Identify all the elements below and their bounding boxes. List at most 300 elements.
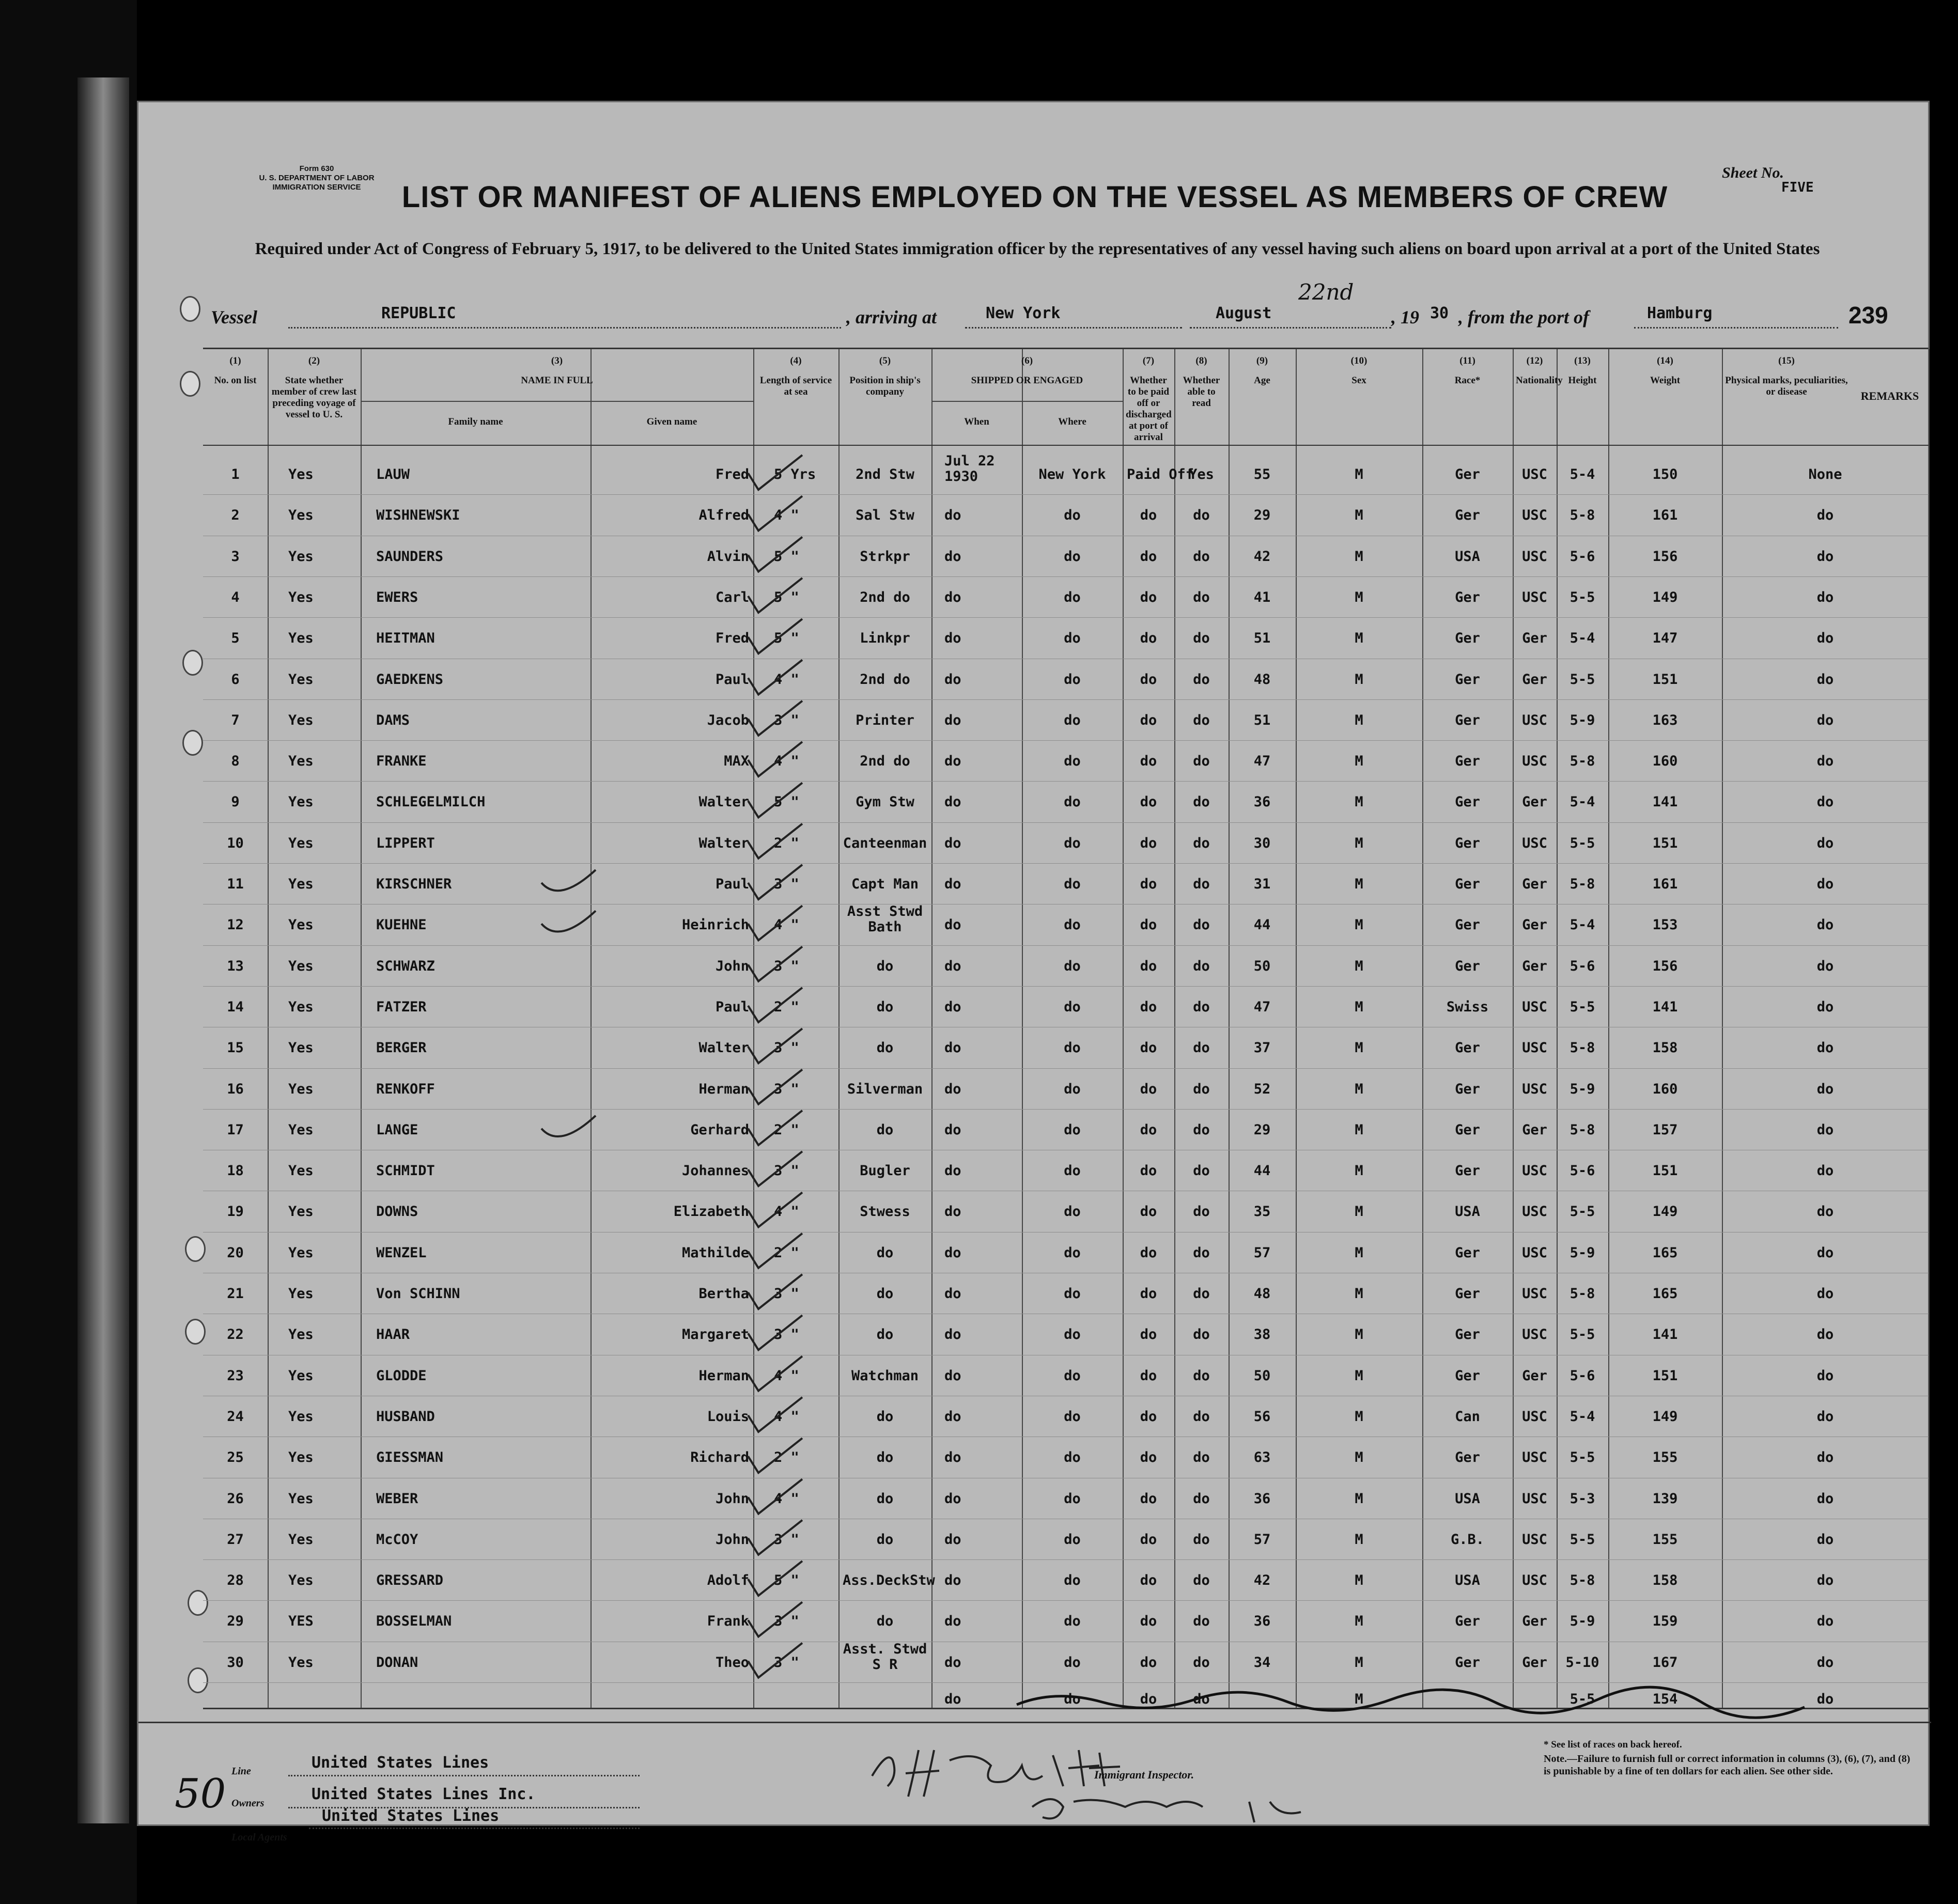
cell-nat: USC xyxy=(1522,1490,1547,1507)
column-divider xyxy=(1123,349,1124,1708)
cell-no: 16 xyxy=(227,1081,244,1097)
cell-age: 51 xyxy=(1253,630,1271,647)
cell-crew: Yes xyxy=(288,630,314,647)
cell-service: 3 " xyxy=(774,1040,799,1056)
cell-crew: Yes xyxy=(288,753,314,770)
cell-position: Sal Stw xyxy=(856,507,914,524)
cell-given: John xyxy=(715,1531,749,1548)
cell-age: 48 xyxy=(1253,671,1271,688)
column-header: Physical marks, peculiarities, or disease xyxy=(1725,375,1848,397)
cell-position: do xyxy=(876,1449,894,1466)
cell-service: 3 " xyxy=(774,1613,799,1630)
cell-height: 5-8 xyxy=(1569,1286,1595,1302)
cell-crew: Yes xyxy=(288,1490,314,1507)
cell-position: Stwess xyxy=(860,1204,910,1220)
cell-paid: do xyxy=(1140,1204,1157,1220)
cell-service: 3 " xyxy=(774,1081,799,1097)
cell-crew: Yes xyxy=(288,1367,314,1384)
cell-marks: do xyxy=(1816,1367,1834,1384)
cell-family: FRANKE xyxy=(376,753,427,770)
punch-hole xyxy=(182,650,203,676)
cell-given: Walter xyxy=(698,1040,749,1056)
cell-service: 2 " xyxy=(774,1121,799,1138)
service-name: IMMIGRATION SERVICE xyxy=(272,183,361,192)
cell-age: 50 xyxy=(1253,958,1271,974)
cell-age: 36 xyxy=(1253,794,1271,810)
cell-paid: do xyxy=(1140,1613,1157,1630)
column-header: SHIPPED OR ENGAGED xyxy=(971,375,1083,386)
cell-where: do xyxy=(1064,1408,1081,1425)
cell-where: do xyxy=(1064,630,1081,647)
column-header: NAME IN FULL xyxy=(521,375,593,386)
cell-height: 5-6 xyxy=(1569,958,1595,974)
cell-nat: USC xyxy=(1522,835,1547,851)
cell-where: do xyxy=(1064,876,1081,892)
cell-family: LIPPERT xyxy=(376,835,435,851)
cell-height: 5-8 xyxy=(1569,1040,1595,1056)
cell-race: Ger xyxy=(1455,1326,1480,1343)
cell-nat: Ger xyxy=(1522,1367,1547,1384)
cell-read: do xyxy=(1193,876,1210,892)
cell-no: 22 xyxy=(227,1326,244,1343)
cell-marks: do xyxy=(1816,917,1834,933)
cell-age: 36 xyxy=(1253,1613,1271,1630)
cell-nat: USC xyxy=(1522,466,1547,482)
cell-marks: do xyxy=(1816,835,1834,851)
cell-read: do xyxy=(1193,507,1210,524)
cell-read: do xyxy=(1193,1408,1210,1425)
arriving-label: , arriving at xyxy=(846,307,937,327)
cell-given: Gerhard xyxy=(690,1121,749,1138)
cell-crew: Yes xyxy=(288,876,314,892)
cell-no: 6 xyxy=(231,671,240,688)
column-number: (7) xyxy=(1142,355,1155,366)
cell-sex: M xyxy=(1355,1204,1363,1220)
cell-nat: USC xyxy=(1522,1040,1547,1056)
department-name: U. S. DEPARTMENT OF LABOR xyxy=(259,174,375,182)
cell-family: FATZER xyxy=(376,998,427,1015)
cell-service: 3 " xyxy=(774,958,799,974)
cell-nat: USC xyxy=(1522,998,1547,1015)
cell-given: Paul xyxy=(715,876,749,892)
column-number: (10) xyxy=(1350,355,1368,366)
cell-marks: None xyxy=(1808,466,1842,482)
cell-paid: do xyxy=(1140,753,1157,770)
cell-position: do xyxy=(876,1286,894,1302)
cell-race: USA xyxy=(1455,1490,1480,1507)
cell-family: GAEDKENS xyxy=(376,671,444,688)
row-rule xyxy=(203,986,1929,987)
cell-read: do xyxy=(1193,671,1210,688)
cell-family: HUSBAND xyxy=(376,1408,435,1425)
cell-weight: 167 xyxy=(1652,1654,1678,1671)
cell-given: Fred xyxy=(715,466,749,482)
cell-sex: M xyxy=(1355,548,1363,565)
cell-when: do xyxy=(944,1490,961,1507)
cell-family: BOSSELMAN xyxy=(376,1613,452,1630)
cell-crew: Yes xyxy=(288,1163,314,1179)
row-rule xyxy=(203,863,1929,864)
departure-port: Hamburg xyxy=(1647,304,1713,322)
cell-read: do xyxy=(1193,917,1210,933)
cell-when: do xyxy=(944,507,961,524)
cell-weight: 141 xyxy=(1652,1326,1678,1343)
cell-age: 63 xyxy=(1253,1449,1271,1466)
cell-age: 41 xyxy=(1253,589,1271,605)
cell-given: Richard xyxy=(690,1449,749,1466)
cell-family: LANGE xyxy=(376,1121,418,1138)
cell-when: do xyxy=(944,876,961,892)
row-rule xyxy=(203,740,1929,741)
cell-age: 44 xyxy=(1253,917,1271,933)
cell-when: do xyxy=(944,1449,961,1466)
cell-where: do xyxy=(1064,1204,1081,1220)
cell-race: Ger xyxy=(1455,671,1480,688)
vessel-line xyxy=(211,279,1838,337)
cell-where: do xyxy=(1064,1081,1081,1097)
row-rule xyxy=(203,945,1929,946)
cell-no: 18 xyxy=(227,1163,244,1179)
cell-nat: USC xyxy=(1522,1163,1547,1179)
cell-where: do xyxy=(1064,1244,1081,1261)
cell-given: Walter xyxy=(698,835,749,851)
column-header: Race* xyxy=(1454,375,1481,386)
cell-height: 5-4 xyxy=(1569,917,1595,933)
cell-nat: USC xyxy=(1522,1081,1547,1097)
cell-sex: M xyxy=(1355,1121,1363,1138)
cell-where: do xyxy=(1064,1163,1081,1179)
cell-service: 2 " xyxy=(774,835,799,851)
cell-race: G.B. xyxy=(1450,1531,1485,1548)
page-number: 239 xyxy=(1848,302,1888,329)
cell-paid: do xyxy=(1140,876,1157,892)
cell-crew: Yes xyxy=(288,1081,314,1097)
cell-nat: USC xyxy=(1522,712,1547,728)
column-divider xyxy=(1929,349,1930,1708)
cell-sex: M xyxy=(1355,1040,1363,1056)
cell-crew: Yes xyxy=(288,1531,314,1548)
page-title: LIST OR MANIFEST OF ALIENS EMPLOYED ON THE VESSEL AS MEMBERS OF CREW xyxy=(401,180,1668,214)
cell-marks: do xyxy=(1816,1613,1834,1630)
cell-read: do xyxy=(1193,998,1210,1015)
cell-paid: do xyxy=(1140,1572,1157,1589)
cell-height: 5-5 xyxy=(1569,998,1595,1015)
cell-when: do xyxy=(944,1408,961,1425)
cell-read: do xyxy=(1193,958,1210,974)
races-note: * See list of races on back hereof. xyxy=(1544,1739,1682,1750)
cell-no: 12 xyxy=(227,917,244,933)
cell-when: do xyxy=(944,1286,961,1302)
cell-height: 5-8 xyxy=(1569,1572,1595,1589)
column-header: Whether to be paid off or discharged at port of arrival xyxy=(1126,375,1172,443)
cell-race: Ger xyxy=(1455,712,1480,728)
cell-height: 5-6 xyxy=(1569,1163,1595,1179)
cell-where: do xyxy=(1064,507,1081,524)
cell-marks: do xyxy=(1816,1286,1834,1302)
cell-sex: M xyxy=(1355,1081,1363,1097)
cell-position: do xyxy=(876,1326,894,1343)
cell-family: SAUNDERS xyxy=(376,548,444,565)
cell-position: Canteenman xyxy=(843,835,927,851)
cell-no: 20 xyxy=(227,1244,244,1261)
cell-no: 19 xyxy=(227,1204,244,1220)
cell-height: 5-6 xyxy=(1569,1367,1595,1384)
cell-service: 4 " xyxy=(774,1408,799,1425)
cell-when: do xyxy=(944,712,961,728)
cell-age: 56 xyxy=(1253,1408,1271,1425)
column-header: Sex xyxy=(1351,375,1366,386)
cell-race: Swiss xyxy=(1446,998,1489,1015)
cell-nat: Ger xyxy=(1522,958,1547,974)
column-divider xyxy=(361,349,362,1708)
row-rule xyxy=(203,494,1929,495)
cell-no: 9 xyxy=(231,794,240,810)
cell-marks: do xyxy=(1816,753,1834,770)
column-number: (1) xyxy=(229,355,241,366)
cell-given: John xyxy=(715,958,749,974)
cell-marks: do xyxy=(1816,671,1834,688)
cell-weight: 156 xyxy=(1652,958,1678,974)
cell-nat: Ger xyxy=(1522,630,1547,647)
cell-when: Jul 22 1930 xyxy=(944,453,995,485)
cell-position: Ass.DeckStw xyxy=(843,1572,935,1589)
cell-paid: do xyxy=(1140,1081,1157,1097)
cell-given: Heinrich xyxy=(681,917,749,933)
cell-sex: M xyxy=(1355,712,1363,728)
cell-race: Ger xyxy=(1455,1081,1480,1097)
cell-where: do xyxy=(1064,958,1081,974)
cell-read: do xyxy=(1193,1121,1210,1138)
cell-when: do xyxy=(944,589,961,605)
row-rule xyxy=(203,576,1929,577)
cell-race: Ger xyxy=(1455,1040,1480,1056)
cell-read: do xyxy=(1193,1081,1210,1097)
cell-age: 50 xyxy=(1253,1367,1271,1384)
cell-given: Fred xyxy=(715,630,749,647)
column-header: REMARKS xyxy=(1860,389,1919,402)
cell-where: do xyxy=(1064,1572,1081,1589)
cell-crew: Yes xyxy=(288,1449,314,1466)
cell-race: Can xyxy=(1455,1408,1480,1425)
cell-age: 34 xyxy=(1253,1654,1271,1671)
cell-paid: do xyxy=(1140,1531,1157,1548)
cell-when: do xyxy=(944,671,961,688)
cell-sex: M xyxy=(1355,1326,1363,1343)
cell-height: 5-4 xyxy=(1569,794,1595,810)
cell-weight: 153 xyxy=(1652,917,1678,933)
column-divider xyxy=(1513,349,1514,1708)
struck-cell-marks: do xyxy=(1816,1691,1834,1707)
column-subheader: Given name xyxy=(646,416,697,427)
cell-read: do xyxy=(1193,835,1210,851)
arrival-port: New York xyxy=(986,304,1061,322)
cell-where: do xyxy=(1064,998,1081,1015)
cell-crew: Yes xyxy=(288,589,314,605)
sheet-number-label: Sheet No. xyxy=(1722,164,1784,181)
cell-age: 29 xyxy=(1253,1121,1271,1138)
punch-hole xyxy=(185,1236,206,1262)
cell-paid: do xyxy=(1140,794,1157,810)
cell-race: Ger xyxy=(1455,753,1480,770)
cell-nat: USC xyxy=(1522,1408,1547,1425)
cell-where: New York xyxy=(1038,466,1106,482)
cell-nat: USC xyxy=(1522,1204,1547,1220)
cell-service: 5 " xyxy=(774,548,799,565)
cell-family: SCHMIDT xyxy=(376,1163,435,1179)
cell-race: Ger xyxy=(1455,630,1480,647)
cell-position: Gym Stw xyxy=(856,794,914,810)
column-divider xyxy=(1557,349,1558,1708)
cell-crew: Yes xyxy=(288,1040,314,1056)
cell-position: do xyxy=(876,1531,894,1548)
cell-height: 5-10 xyxy=(1565,1654,1599,1671)
cell-family: KUEHNE xyxy=(376,917,427,933)
cell-race: Ger xyxy=(1455,1244,1480,1261)
cell-when: do xyxy=(944,630,961,647)
cell-weight: 151 xyxy=(1652,1163,1678,1179)
cell-age: 37 xyxy=(1253,1040,1271,1056)
cell-when: do xyxy=(944,548,961,565)
cell-no: 30 xyxy=(227,1654,244,1671)
cell-when: do xyxy=(944,1244,961,1261)
cell-crew: Yes xyxy=(288,712,314,728)
header-rule xyxy=(203,445,1929,446)
column-subheader: When xyxy=(964,416,989,427)
cell-where: do xyxy=(1064,1531,1081,1548)
cell-family: WISHNEWSKI xyxy=(376,507,460,524)
cell-race: Ger xyxy=(1455,876,1480,892)
cell-family: BERGER xyxy=(376,1040,427,1056)
cell-marks: do xyxy=(1816,1163,1834,1179)
row-rule xyxy=(203,822,1929,823)
cell-sex: M xyxy=(1355,835,1363,851)
cell-no: 21 xyxy=(227,1286,244,1302)
cell-marks: do xyxy=(1816,507,1834,524)
cell-when: do xyxy=(944,917,961,933)
cell-marks: do xyxy=(1816,1408,1834,1425)
cell-service: 4 " xyxy=(774,507,799,524)
cell-read: do xyxy=(1193,589,1210,605)
cell-height: 5-4 xyxy=(1569,466,1595,482)
struck-cell-weight: 154 xyxy=(1652,1691,1678,1707)
cell-read: do xyxy=(1193,1326,1210,1343)
cell-crew: Yes xyxy=(288,671,314,688)
cell-height: 5-8 xyxy=(1569,507,1595,524)
cell-race: Ger xyxy=(1455,794,1480,810)
cell-marks: do xyxy=(1816,548,1834,565)
cell-crew: Yes xyxy=(288,1326,314,1343)
cell-height: 5-3 xyxy=(1569,1490,1595,1507)
cell-when: do xyxy=(944,835,961,851)
cell-given: Carl xyxy=(715,589,749,605)
cell-weight: 149 xyxy=(1652,1204,1678,1220)
cell-where: do xyxy=(1064,712,1081,728)
cell-no: 11 xyxy=(227,876,244,892)
column-divider xyxy=(1174,349,1175,1708)
cell-weight: 149 xyxy=(1652,589,1678,605)
cell-race: USA xyxy=(1455,1572,1480,1589)
cell-no: 8 xyxy=(231,753,240,770)
cell-position: Silverman xyxy=(847,1081,923,1097)
cell-position: 2nd do xyxy=(860,671,910,688)
cell-race: Ger xyxy=(1455,1121,1480,1138)
cell-family: RENKOFF xyxy=(376,1081,435,1097)
cell-when: do xyxy=(944,1531,961,1548)
column-divider xyxy=(1608,349,1609,1708)
cell-position: Asst Stwd Bath xyxy=(847,903,923,935)
row-rule xyxy=(203,699,1929,700)
cell-read: do xyxy=(1193,1367,1210,1384)
column-number: (14) xyxy=(1657,355,1673,366)
cell-paid: do xyxy=(1140,1654,1157,1671)
cell-position: Printer xyxy=(856,712,914,728)
column-divider xyxy=(1422,349,1423,1708)
cell-given: John xyxy=(715,1490,749,1507)
cell-no: 25 xyxy=(227,1449,244,1466)
column-number: (15) xyxy=(1778,355,1795,366)
cell-family: SCHWARZ xyxy=(376,958,435,974)
cell-where: do xyxy=(1064,548,1081,565)
column-divider xyxy=(1296,349,1297,1708)
cell-family: WEBER xyxy=(376,1490,418,1507)
cell-sex: M xyxy=(1355,1286,1363,1302)
cell-age: 35 xyxy=(1253,1204,1271,1220)
arrival-month: August xyxy=(1216,304,1272,322)
cell-crew: Yes xyxy=(288,1572,314,1589)
cell-marks: do xyxy=(1816,1449,1834,1466)
cell-weight: 159 xyxy=(1652,1613,1678,1630)
column-header: No. on list xyxy=(214,375,257,386)
cell-paid: do xyxy=(1140,835,1157,851)
cell-weight: 165 xyxy=(1652,1244,1678,1261)
cell-position: Watchman xyxy=(851,1367,919,1384)
cell-sex: M xyxy=(1355,1163,1363,1179)
cell-weight: 158 xyxy=(1652,1572,1678,1589)
cell-position: do xyxy=(876,1613,894,1630)
cell-where: do xyxy=(1064,1449,1081,1466)
cell-no: 29 xyxy=(227,1613,244,1630)
cell-no: 7 xyxy=(231,712,240,728)
cell-marks: do xyxy=(1816,589,1834,605)
cell-given: Bertha xyxy=(698,1286,749,1302)
cell-paid: do xyxy=(1140,998,1157,1015)
cell-given: Herman xyxy=(698,1081,749,1097)
cell-family: Von SCHINN xyxy=(376,1286,460,1302)
cell-given: Herman xyxy=(698,1367,749,1384)
cell-weight: 151 xyxy=(1652,835,1678,851)
cell-sex: M xyxy=(1355,466,1363,482)
cell-nat: USC xyxy=(1522,1286,1547,1302)
cell-marks: do xyxy=(1816,1040,1834,1056)
cell-height: 5-5 xyxy=(1569,589,1595,605)
cell-nat: USC xyxy=(1522,1449,1547,1466)
column-number: (11) xyxy=(1459,355,1475,366)
cell-service: 4 " xyxy=(774,1490,799,1507)
cell-service: 2 " xyxy=(774,998,799,1015)
cell-family: DONAN xyxy=(376,1654,418,1671)
cell-age: 51 xyxy=(1253,712,1271,728)
cell-weight: 150 xyxy=(1652,466,1678,482)
cell-read: do xyxy=(1193,753,1210,770)
cell-no: 1 xyxy=(231,466,240,482)
cell-no: 2 xyxy=(231,507,240,524)
cell-position: Linkpr xyxy=(860,630,910,647)
cell-age: 29 xyxy=(1253,507,1271,524)
cell-nat: Ger xyxy=(1522,876,1547,892)
cell-crew: Yes xyxy=(288,1244,314,1261)
column-header: Age xyxy=(1254,375,1270,386)
cell-position: do xyxy=(876,1408,894,1425)
